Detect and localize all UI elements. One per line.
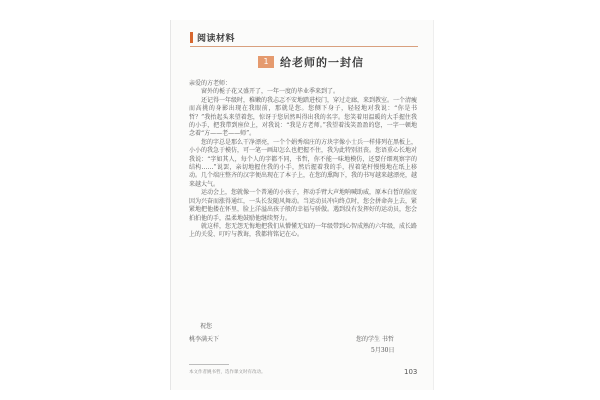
footnote-divider — [189, 364, 229, 365]
footnote: 本文作者姚书哲，选作课文时有改动。 — [189, 370, 266, 375]
letter-date: 5月30日 — [371, 347, 395, 354]
letter-salutation: 亲爱的方老师： — [189, 80, 232, 87]
page-number: 103 — [404, 368, 418, 376]
letter-closing-wish: 桃李满天下 — [189, 336, 220, 343]
letter-paragraph: 还记得一年级时，稚嫩的我忐忑不安地踏进校门，穿过走廊，来到教室。一个清瘦而高挑的身影出现在我眼前，那就是您。您侧下身子，轻轻地对我说：“你是书哲？”我抬起头来望着您，惊讶于您居然叫得出我的名字。您笑着用温暖的大手握住我的小手，把我带到座位上，对我说：“我是方老师。”我望着浅笑盈盈的您，一字一顿地念着“方——老——师”。 — [189, 96, 418, 138]
header-divider — [190, 46, 418, 47]
letter-body — [189, 80, 417, 240]
letter-paragraph: 运动会上，您就像一个普通的小孩子，挥动手臂大声地呐喊助威，原本白皙的脸庞因为兴奋而涨得通红，一头长发随风舞动。当运动员冲向终点时，您会拼命奔上去，紧紧地把他搂在怀里，脸上洋溢出孩子般的幸福与骄傲。遇到没有发挥好的运动员，您会拍拍他的手，温柔地鼓励他继续努力。 — [189, 189, 418, 222]
section-header — [190, 31, 235, 43]
article-title: 给老师的一封信 — [280, 56, 364, 69]
letter-paragraph: 窗外的栀子花又盛开了，一年一度的毕业季来到了。 — [201, 88, 340, 96]
letter-closing: 祝您 — [200, 323, 213, 330]
article-number-badge: 1 — [258, 56, 274, 68]
section-label: 阅读材料 — [197, 33, 236, 44]
letter-paragraph: 您的字总是那么干净漂亮，一个个娟秀端庄的方块字像小士兵一样排列在黑板上，小小的我急于模仿，可一笔一画却怎么也把握不住，我为此特别沮丧。您语重心长地对我说：“字如其人，每个人的字都不同，书哲，你不能一味地模仿，还要仔细观察字的结构……”说罢，亲切地握住我的小手，然后握着我的手，捏着笔杆慢慢地在纸上移动。几个端庄整齐的汉字便出现在了本子上，在您的熏陶下，我的书写越来越漂亮，越来越大气。 — [189, 138, 418, 188]
article-title-row — [258, 54, 364, 70]
letter-paragraph: 就这样，您无怨无悔地把我们从懵懂无知的一年级带到心智成熟的六年级，成长路上的关爱、叮咛与教诲，我都将铭记在心。 — [189, 222, 418, 239]
letter-signature: 您的学生 书哲 — [356, 336, 394, 343]
section-accent-bar — [190, 32, 193, 43]
